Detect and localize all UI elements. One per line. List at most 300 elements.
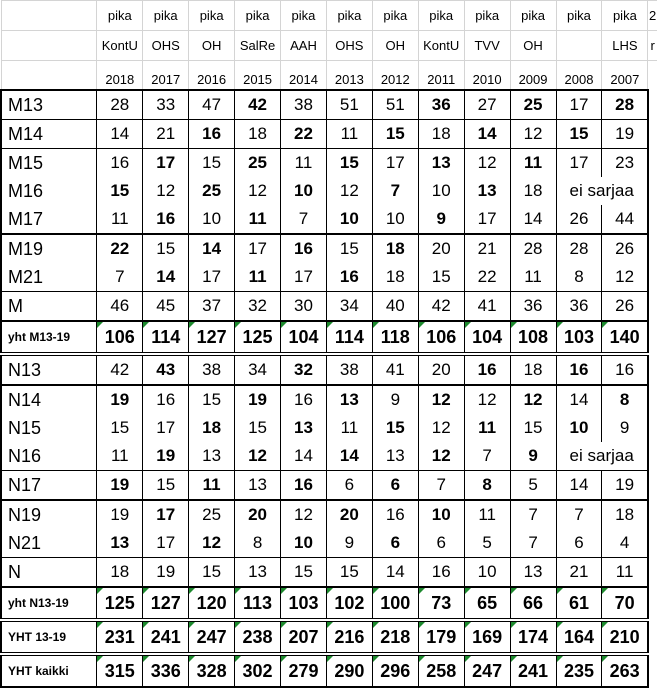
total-cell[interactable]: 114 bbox=[143, 321, 189, 354]
data-cell[interactable]: 11 bbox=[281, 149, 327, 178]
no-series-note[interactable]: ei sarjaa bbox=[556, 177, 648, 205]
total-cell[interactable]: 65 bbox=[464, 587, 510, 620]
data-cell[interactable]: 12 bbox=[235, 442, 281, 471]
header-cell[interactable]: 2008 bbox=[556, 61, 602, 91]
data-cell[interactable]: 10 bbox=[556, 414, 602, 442]
data-cell[interactable]: 21 bbox=[556, 558, 602, 588]
row-label[interactable]: M14 bbox=[1, 120, 97, 149]
total-cell[interactable]: 241 bbox=[510, 654, 556, 687]
data-cell[interactable]: 14 bbox=[97, 120, 143, 149]
data-cell[interactable]: 13 bbox=[235, 471, 281, 501]
header-cell[interactable]: OH bbox=[372, 31, 418, 61]
total-cell[interactable]: 207 bbox=[281, 620, 327, 654]
data-cell[interactable]: 14 bbox=[510, 205, 556, 234]
total-cell[interactable]: 106 bbox=[418, 321, 464, 354]
data-cell[interactable]: 28 bbox=[602, 90, 648, 120]
total-cell[interactable]: 247 bbox=[464, 654, 510, 687]
total-label[interactable]: yht N13-19 bbox=[1, 587, 97, 620]
header-cell[interactable]: pika bbox=[97, 1, 143, 31]
data-cell[interactable]: 27 bbox=[464, 90, 510, 120]
data-cell[interactable]: 17 bbox=[372, 149, 418, 178]
data-cell[interactable]: 15 bbox=[189, 558, 235, 588]
data-cell[interactable]: 18 bbox=[372, 263, 418, 292]
data-cell[interactable]: 7 bbox=[464, 442, 510, 471]
data-cell[interactable]: 18 bbox=[510, 177, 556, 205]
data-cell[interactable]: 42 bbox=[418, 292, 464, 322]
data-cell[interactable]: 12 bbox=[418, 442, 464, 471]
data-cell[interactable]: 20 bbox=[235, 500, 281, 529]
data-cell[interactable]: 17 bbox=[464, 205, 510, 234]
data-cell[interactable]: 22 bbox=[97, 234, 143, 263]
data-cell[interactable]: 16 bbox=[281, 385, 327, 414]
data-cell[interactable]: 38 bbox=[281, 90, 327, 120]
data-cell[interactable]: 43 bbox=[143, 354, 189, 385]
data-cell[interactable]: 12 bbox=[143, 177, 189, 205]
header-cell[interactable] bbox=[556, 31, 602, 61]
data-cell[interactable]: 10 bbox=[281, 177, 327, 205]
header-cell[interactable]: 2012 bbox=[372, 61, 418, 91]
data-cell[interactable]: 38 bbox=[189, 354, 235, 385]
row-label[interactable]: M21 bbox=[1, 263, 97, 292]
header-cell[interactable]: OHS bbox=[143, 31, 189, 61]
data-cell[interactable]: 15 bbox=[326, 234, 372, 263]
header-cell[interactable]: 2009 bbox=[510, 61, 556, 91]
data-cell[interactable]: 7 bbox=[556, 500, 602, 529]
data-cell[interactable]: 9 bbox=[326, 529, 372, 558]
data-cell[interactable]: 11 bbox=[189, 471, 235, 501]
data-cell[interactable]: 12 bbox=[602, 263, 648, 292]
row-label[interactable]: M19 bbox=[1, 234, 97, 263]
no-series-note[interactable]: ei sarjaa bbox=[556, 442, 648, 471]
data-cell[interactable]: 22 bbox=[464, 263, 510, 292]
header-cell[interactable]: pika bbox=[143, 1, 189, 31]
row-label[interactable]: N15 bbox=[1, 414, 97, 442]
data-cell[interactable]: 51 bbox=[326, 90, 372, 120]
total-cell[interactable]: 231 bbox=[97, 620, 143, 654]
data-cell[interactable]: 5 bbox=[464, 529, 510, 558]
header-cell[interactable]: pika bbox=[418, 1, 464, 31]
data-cell[interactable]: 13 bbox=[97, 529, 143, 558]
total-cell[interactable]: 125 bbox=[97, 587, 143, 620]
header-label-cell[interactable] bbox=[1, 31, 97, 61]
data-cell[interactable]: 41 bbox=[372, 354, 418, 385]
header-cell[interactable]: pika bbox=[189, 1, 235, 31]
row-label[interactable]: M13 bbox=[1, 90, 97, 120]
data-cell[interactable]: 11 bbox=[464, 500, 510, 529]
data-cell[interactable]: 11 bbox=[510, 149, 556, 178]
data-cell[interactable]: 21 bbox=[464, 234, 510, 263]
row-label[interactable]: N17 bbox=[1, 471, 97, 501]
data-cell[interactable]: 34 bbox=[235, 354, 281, 385]
header-cell[interactable]: KontU bbox=[97, 31, 143, 61]
data-cell[interactable]: 15 bbox=[281, 558, 327, 588]
data-cell[interactable]: 6 bbox=[556, 529, 602, 558]
data-cell[interactable]: 14 bbox=[189, 234, 235, 263]
data-cell[interactable]: 7 bbox=[418, 471, 464, 501]
data-cell[interactable]: 9 bbox=[418, 205, 464, 234]
data-cell[interactable]: 12 bbox=[281, 500, 327, 529]
data-cell[interactable]: 18 bbox=[510, 354, 556, 385]
header-cell[interactable]: 2013 bbox=[326, 61, 372, 91]
total-cell[interactable]: 106 bbox=[97, 321, 143, 354]
data-cell[interactable]: 15 bbox=[143, 234, 189, 263]
data-cell[interactable]: 41 bbox=[464, 292, 510, 322]
data-cell[interactable]: 21 bbox=[143, 120, 189, 149]
total-cell[interactable]: 113 bbox=[235, 587, 281, 620]
data-cell[interactable]: 16 bbox=[281, 234, 327, 263]
data-cell[interactable]: 13 bbox=[326, 385, 372, 414]
header-cell[interactable]: pika bbox=[464, 1, 510, 31]
data-cell[interactable]: 8 bbox=[556, 263, 602, 292]
row-label[interactable]: N14 bbox=[1, 385, 97, 414]
data-cell[interactable]: 28 bbox=[97, 90, 143, 120]
data-cell[interactable]: 7 bbox=[510, 500, 556, 529]
data-cell[interactable]: 16 bbox=[189, 120, 235, 149]
data-cell[interactable]: 37 bbox=[189, 292, 235, 322]
data-cell[interactable]: 12 bbox=[326, 177, 372, 205]
data-cell[interactable]: 25 bbox=[189, 500, 235, 529]
header-extra-cell[interactable]: r bbox=[648, 31, 657, 61]
data-cell[interactable]: 14 bbox=[464, 120, 510, 149]
row-label[interactable]: M bbox=[1, 292, 97, 322]
total-cell[interactable]: 140 bbox=[602, 321, 648, 354]
data-cell[interactable]: 17 bbox=[189, 263, 235, 292]
data-cell[interactable]: 15 bbox=[326, 149, 372, 178]
total-label[interactable]: yht M13-19 bbox=[1, 321, 97, 354]
total-cell[interactable]: 118 bbox=[372, 321, 418, 354]
data-cell[interactable]: 15 bbox=[189, 149, 235, 178]
data-cell[interactable]: 13 bbox=[464, 177, 510, 205]
header-cell[interactable]: pika bbox=[556, 1, 602, 31]
data-cell[interactable]: 19 bbox=[97, 385, 143, 414]
data-cell[interactable]: 7 bbox=[281, 205, 327, 234]
header-cell[interactable]: 2018 bbox=[97, 61, 143, 91]
header-cell[interactable]: OH bbox=[189, 31, 235, 61]
header-cell[interactable]: SalRe bbox=[235, 31, 281, 61]
data-cell[interactable]: 9 bbox=[510, 442, 556, 471]
data-cell[interactable]: 17 bbox=[143, 529, 189, 558]
header-cell[interactable]: TVV bbox=[464, 31, 510, 61]
data-cell[interactable]: 36 bbox=[418, 90, 464, 120]
data-cell[interactable]: 9 bbox=[372, 385, 418, 414]
data-cell[interactable]: 6 bbox=[372, 529, 418, 558]
header-cell[interactable]: 2011 bbox=[418, 61, 464, 91]
header-label-cell[interactable] bbox=[1, 1, 97, 31]
data-cell[interactable]: 25 bbox=[510, 90, 556, 120]
data-cell[interactable]: 18 bbox=[418, 120, 464, 149]
data-cell[interactable]: 14 bbox=[143, 263, 189, 292]
row-label[interactable]: N19 bbox=[1, 500, 97, 529]
row-label[interactable]: N13 bbox=[1, 354, 97, 385]
data-cell[interactable]: 10 bbox=[372, 205, 418, 234]
data-cell[interactable]: 26 bbox=[602, 292, 648, 322]
data-cell[interactable]: 16 bbox=[602, 354, 648, 385]
total-cell[interactable]: 336 bbox=[143, 654, 189, 687]
total-cell[interactable]: 235 bbox=[556, 654, 602, 687]
header-cell[interactable]: LHS bbox=[602, 31, 648, 61]
data-cell[interactable]: 17 bbox=[143, 149, 189, 178]
data-cell[interactable]: 42 bbox=[235, 90, 281, 120]
data-cell[interactable]: 12 bbox=[464, 149, 510, 178]
data-cell[interactable]: 38 bbox=[326, 354, 372, 385]
data-cell[interactable]: 18 bbox=[372, 234, 418, 263]
data-cell[interactable]: 16 bbox=[418, 558, 464, 588]
data-cell[interactable]: 16 bbox=[464, 354, 510, 385]
data-cell[interactable]: 36 bbox=[510, 292, 556, 322]
data-cell[interactable]: 15 bbox=[143, 471, 189, 501]
data-cell[interactable]: 12 bbox=[418, 414, 464, 442]
data-cell[interactable]: 19 bbox=[143, 558, 189, 588]
header-cell[interactable]: 2016 bbox=[189, 61, 235, 91]
data-cell[interactable]: 25 bbox=[189, 177, 235, 205]
data-cell[interactable]: 46 bbox=[97, 292, 143, 322]
header-cell[interactable]: 2007 bbox=[602, 61, 648, 91]
header-cell[interactable]: 2014 bbox=[281, 61, 327, 91]
data-cell[interactable]: 20 bbox=[418, 234, 464, 263]
data-cell[interactable]: 12 bbox=[510, 385, 556, 414]
total-cell[interactable]: 70 bbox=[602, 587, 648, 620]
header-cell[interactable]: pika bbox=[235, 1, 281, 31]
data-cell[interactable]: 32 bbox=[235, 292, 281, 322]
data-cell[interactable]: 19 bbox=[235, 385, 281, 414]
data-cell[interactable]: 6 bbox=[326, 471, 372, 501]
total-cell[interactable]: 218 bbox=[372, 620, 418, 654]
data-cell[interactable]: 16 bbox=[97, 149, 143, 178]
data-cell[interactable]: 13 bbox=[189, 442, 235, 471]
data-cell[interactable]: 17 bbox=[235, 234, 281, 263]
data-cell[interactable]: 7 bbox=[372, 177, 418, 205]
total-cell[interactable]: 61 bbox=[556, 587, 602, 620]
data-cell[interactable]: 47 bbox=[189, 90, 235, 120]
data-cell[interactable]: 12 bbox=[418, 385, 464, 414]
data-cell[interactable]: 11 bbox=[97, 205, 143, 234]
total-cell[interactable]: 127 bbox=[189, 321, 235, 354]
data-cell[interactable]: 11 bbox=[235, 263, 281, 292]
data-cell[interactable]: 15 bbox=[510, 414, 556, 442]
data-cell[interactable]: 17 bbox=[556, 149, 602, 178]
row-label[interactable]: M15 bbox=[1, 149, 97, 178]
data-cell[interactable]: 14 bbox=[556, 471, 602, 501]
data-cell[interactable]: 11 bbox=[326, 414, 372, 442]
data-cell[interactable]: 16 bbox=[556, 354, 602, 385]
header-cell[interactable]: 2015 bbox=[235, 61, 281, 91]
header-extra-cell[interactable]: 2 bbox=[648, 1, 657, 31]
total-cell[interactable]: 290 bbox=[326, 654, 372, 687]
row-label[interactable]: N21 bbox=[1, 529, 97, 558]
data-cell[interactable]: 19 bbox=[143, 442, 189, 471]
data-cell[interactable]: 19 bbox=[97, 471, 143, 501]
data-cell[interactable]: 51 bbox=[372, 90, 418, 120]
data-cell[interactable]: 18 bbox=[97, 558, 143, 588]
total-cell[interactable]: 102 bbox=[326, 587, 372, 620]
total-cell[interactable]: 258 bbox=[418, 654, 464, 687]
data-cell[interactable]: 7 bbox=[97, 263, 143, 292]
data-cell[interactable]: 11 bbox=[510, 263, 556, 292]
data-cell[interactable]: 32 bbox=[281, 354, 327, 385]
data-cell[interactable]: 14 bbox=[556, 385, 602, 414]
total-cell[interactable]: 66 bbox=[510, 587, 556, 620]
data-cell[interactable]: 28 bbox=[510, 234, 556, 263]
header-cell[interactable]: OH bbox=[510, 31, 556, 61]
data-cell[interactable]: 15 bbox=[189, 385, 235, 414]
row-label[interactable]: M17 bbox=[1, 205, 97, 234]
data-cell[interactable]: 16 bbox=[326, 263, 372, 292]
data-cell[interactable]: 15 bbox=[372, 414, 418, 442]
data-cell[interactable]: 33 bbox=[143, 90, 189, 120]
row-label[interactable]: N16 bbox=[1, 442, 97, 471]
total-cell[interactable]: 279 bbox=[281, 654, 327, 687]
data-cell[interactable]: 25 bbox=[235, 149, 281, 178]
data-cell[interactable]: 30 bbox=[281, 292, 327, 322]
data-cell[interactable]: 15 bbox=[556, 120, 602, 149]
data-cell[interactable]: 12 bbox=[464, 385, 510, 414]
data-cell[interactable]: 44 bbox=[602, 205, 648, 234]
header-label-cell[interactable] bbox=[1, 61, 97, 91]
total-cell[interactable]: 296 bbox=[372, 654, 418, 687]
data-cell[interactable]: 6 bbox=[418, 529, 464, 558]
data-cell[interactable]: 10 bbox=[418, 500, 464, 529]
total-cell[interactable]: 179 bbox=[418, 620, 464, 654]
data-cell[interactable]: 11 bbox=[97, 442, 143, 471]
data-cell[interactable]: 23 bbox=[602, 149, 648, 178]
data-cell[interactable]: 18 bbox=[189, 414, 235, 442]
data-cell[interactable]: 15 bbox=[326, 558, 372, 588]
data-cell[interactable]: 26 bbox=[602, 234, 648, 263]
data-cell[interactable]: 8 bbox=[602, 385, 648, 414]
data-cell[interactable]: 16 bbox=[281, 471, 327, 501]
data-cell[interactable]: 17 bbox=[143, 414, 189, 442]
header-cell[interactable]: KontU bbox=[418, 31, 464, 61]
total-cell[interactable]: 238 bbox=[235, 620, 281, 654]
data-cell[interactable]: 6 bbox=[372, 471, 418, 501]
total-cell[interactable]: 120 bbox=[189, 587, 235, 620]
data-cell[interactable]: 15 bbox=[97, 177, 143, 205]
total-cell[interactable]: 216 bbox=[326, 620, 372, 654]
data-cell[interactable]: 10 bbox=[281, 529, 327, 558]
data-cell[interactable]: 28 bbox=[556, 234, 602, 263]
data-cell[interactable]: 12 bbox=[189, 529, 235, 558]
data-cell[interactable]: 4 bbox=[602, 529, 648, 558]
data-cell[interactable]: 15 bbox=[235, 414, 281, 442]
total-cell[interactable]: 104 bbox=[464, 321, 510, 354]
data-cell[interactable]: 8 bbox=[235, 529, 281, 558]
total-cell[interactable]: 127 bbox=[143, 587, 189, 620]
data-cell[interactable]: 11 bbox=[464, 414, 510, 442]
data-cell[interactable]: 14 bbox=[326, 442, 372, 471]
data-cell[interactable]: 12 bbox=[510, 120, 556, 149]
total-cell[interactable]: 125 bbox=[235, 321, 281, 354]
total-cell[interactable]: 73 bbox=[418, 587, 464, 620]
data-cell[interactable]: 17 bbox=[281, 263, 327, 292]
data-cell[interactable]: 13 bbox=[235, 558, 281, 588]
total-cell[interactable]: 114 bbox=[326, 321, 372, 354]
data-cell[interactable]: 18 bbox=[235, 120, 281, 149]
data-cell[interactable]: 5 bbox=[510, 471, 556, 501]
data-cell[interactable]: 9 bbox=[602, 414, 648, 442]
header-cell[interactable]: pika bbox=[510, 1, 556, 31]
data-cell[interactable]: 15 bbox=[372, 120, 418, 149]
data-cell[interactable]: 19 bbox=[602, 471, 648, 501]
header-cell[interactable]: pika bbox=[602, 1, 648, 31]
header-cell[interactable]: OHS bbox=[326, 31, 372, 61]
total-cell[interactable]: 302 bbox=[235, 654, 281, 687]
header-cell[interactable]: pika bbox=[326, 1, 372, 31]
header-extra-cell[interactable] bbox=[648, 61, 657, 91]
data-cell[interactable]: 17 bbox=[556, 90, 602, 120]
data-cell[interactable]: 19 bbox=[97, 500, 143, 529]
data-cell[interactable]: 13 bbox=[510, 558, 556, 588]
data-cell[interactable]: 20 bbox=[326, 500, 372, 529]
total-cell[interactable]: 108 bbox=[510, 321, 556, 354]
header-cell[interactable]: pika bbox=[372, 1, 418, 31]
data-cell[interactable]: 12 bbox=[235, 177, 281, 205]
total-cell[interactable]: 104 bbox=[281, 321, 327, 354]
total-cell[interactable]: 174 bbox=[510, 620, 556, 654]
data-cell[interactable]: 10 bbox=[189, 205, 235, 234]
data-cell[interactable]: 15 bbox=[97, 414, 143, 442]
total-cell[interactable]: 315 bbox=[97, 654, 143, 687]
data-cell[interactable]: 18 bbox=[602, 500, 648, 529]
data-cell[interactable]: 10 bbox=[418, 177, 464, 205]
data-cell[interactable]: 22 bbox=[281, 120, 327, 149]
total-cell[interactable]: 241 bbox=[143, 620, 189, 654]
total-cell[interactable]: 103 bbox=[281, 587, 327, 620]
data-cell[interactable]: 8 bbox=[464, 471, 510, 501]
data-cell[interactable]: 13 bbox=[372, 442, 418, 471]
total-cell[interactable]: 263 bbox=[602, 654, 648, 687]
data-cell[interactable]: 40 bbox=[372, 292, 418, 322]
data-cell[interactable]: 13 bbox=[418, 149, 464, 178]
data-cell[interactable]: 14 bbox=[281, 442, 327, 471]
data-cell[interactable]: 14 bbox=[372, 558, 418, 588]
data-cell[interactable]: 34 bbox=[326, 292, 372, 322]
data-cell[interactable]: 10 bbox=[326, 205, 372, 234]
data-cell[interactable]: 26 bbox=[556, 205, 602, 234]
total-cell[interactable]: 164 bbox=[556, 620, 602, 654]
total-cell[interactable]: 247 bbox=[189, 620, 235, 654]
data-cell[interactable]: 11 bbox=[235, 205, 281, 234]
total-label[interactable]: YHT 13-19 bbox=[1, 620, 97, 654]
data-cell[interactable]: 16 bbox=[143, 385, 189, 414]
data-cell[interactable]: 19 bbox=[602, 120, 648, 149]
total-cell[interactable]: 328 bbox=[189, 654, 235, 687]
data-cell[interactable]: 20 bbox=[418, 354, 464, 385]
data-cell[interactable]: 11 bbox=[602, 558, 648, 588]
total-cell[interactable]: 169 bbox=[464, 620, 510, 654]
total-cell[interactable]: 100 bbox=[372, 587, 418, 620]
data-cell[interactable]: 45 bbox=[143, 292, 189, 322]
data-cell[interactable]: 10 bbox=[464, 558, 510, 588]
header-cell[interactable]: 2017 bbox=[143, 61, 189, 91]
header-cell[interactable]: pika bbox=[281, 1, 327, 31]
data-cell[interactable]: 16 bbox=[372, 500, 418, 529]
header-cell[interactable]: 2010 bbox=[464, 61, 510, 91]
row-label[interactable]: M16 bbox=[1, 177, 97, 205]
data-cell[interactable]: 36 bbox=[556, 292, 602, 322]
total-cell[interactable]: 210 bbox=[602, 620, 648, 654]
data-cell[interactable]: 15 bbox=[418, 263, 464, 292]
row-label[interactable]: N bbox=[1, 558, 97, 588]
data-cell[interactable]: 7 bbox=[510, 529, 556, 558]
data-cell[interactable]: 13 bbox=[281, 414, 327, 442]
total-label[interactable]: YHT kaikki bbox=[1, 654, 97, 687]
data-cell[interactable]: 11 bbox=[326, 120, 372, 149]
data-cell[interactable]: 17 bbox=[143, 500, 189, 529]
data-cell[interactable]: 42 bbox=[97, 354, 143, 385]
data-cell[interactable]: 16 bbox=[143, 205, 189, 234]
total-cell[interactable]: 103 bbox=[556, 321, 602, 354]
header-cell[interactable]: AAH bbox=[281, 31, 327, 61]
